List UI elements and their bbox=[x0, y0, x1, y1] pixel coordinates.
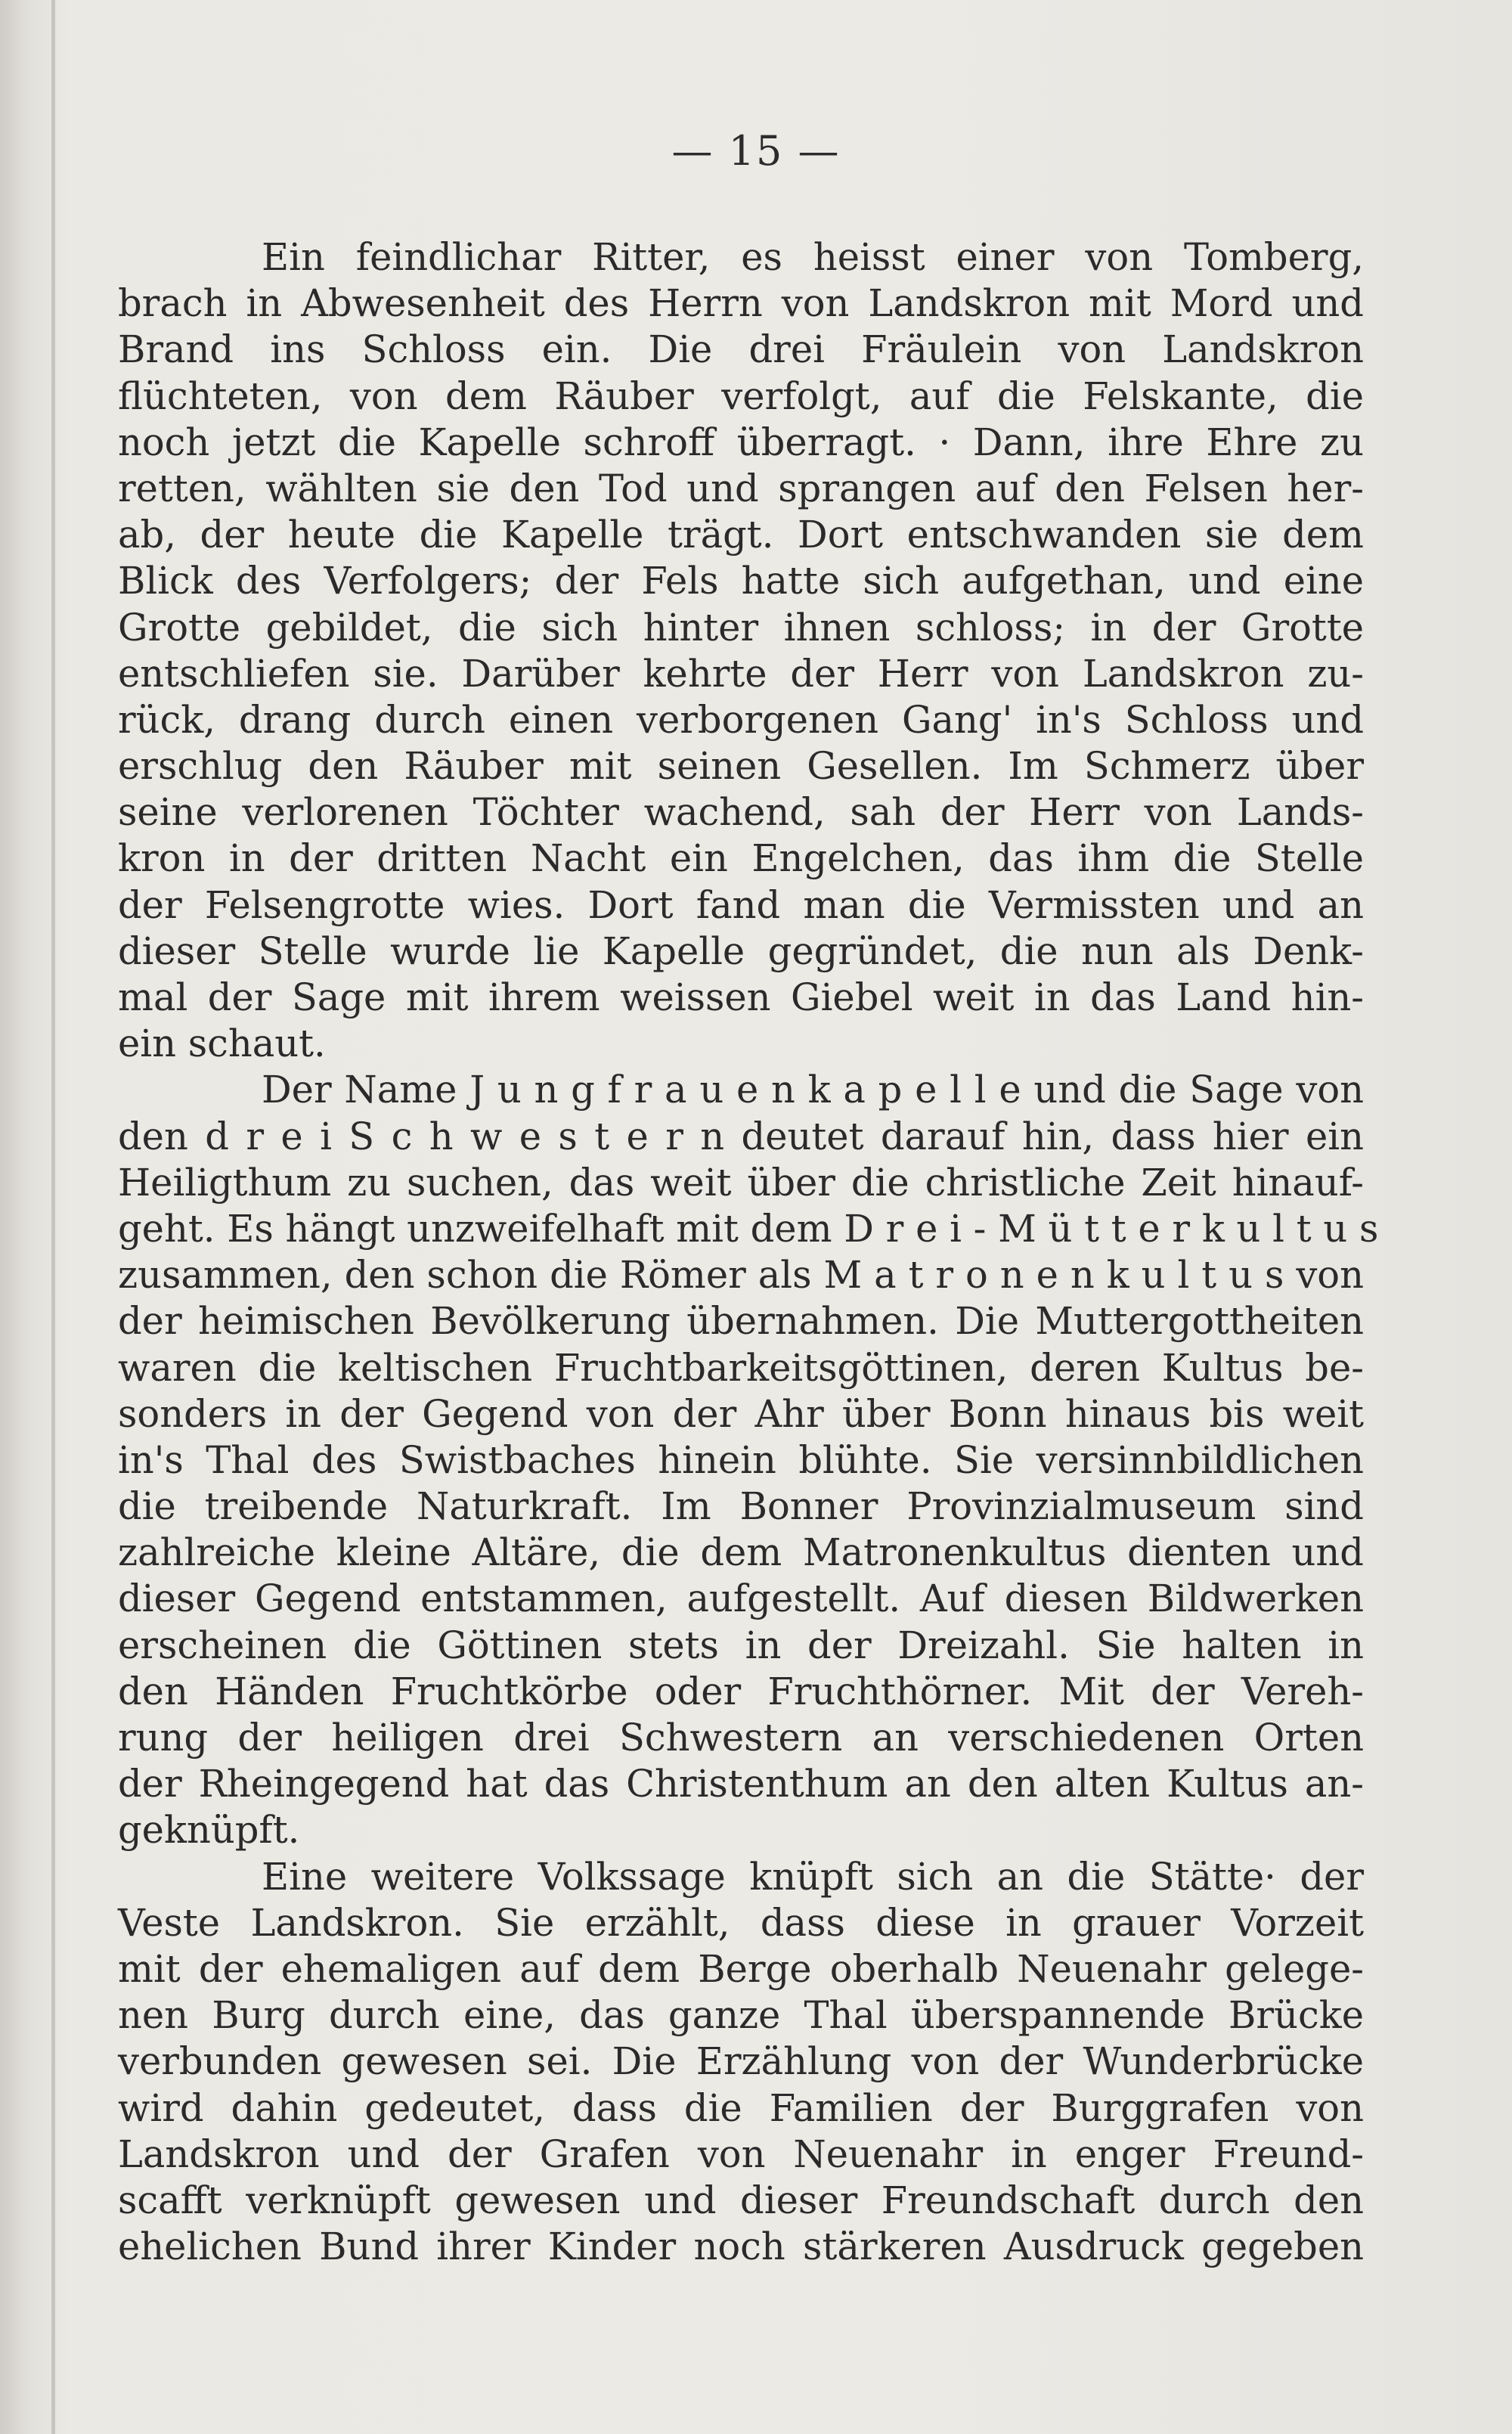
text-line: dieser Stelle wurde lie Kapelle gegründet, die nun als Denk- bbox=[118, 929, 1364, 973]
paragraph-3 bbox=[118, 1854, 1364, 2271]
text-line: erschlug den Räuber mit seinen Gesellen. Im Schmerz über bbox=[118, 744, 1364, 789]
text-line: seine verlorenen Töchter wachend, sah der Herr von Lands- bbox=[118, 790, 1364, 835]
text-line: Ein feindlichar Ritter, es heisst einer von Tomberg, bbox=[262, 235, 1364, 279]
text-line: Landskron und der Grafen von Neuenahr in enger Freund- bbox=[118, 2132, 1364, 2176]
text-line: wird dahin gedeutet, dass die Familien der Burggrafen von bbox=[118, 2085, 1364, 2130]
text-line: sonders in der Gegend von der Ahr über Bonn hinaus bis weit bbox=[118, 1391, 1364, 1436]
text-line: Heiligthum zu suchen, das weit über die christliche Zeit hinauf- bbox=[118, 1160, 1364, 1205]
text-line: die treibende Naturkraft. Im Bonner Provinzialmuseum sind bbox=[118, 1484, 1364, 1529]
text-line: retten, wählten sie den Tod und sprangen auf den Felsen her- bbox=[118, 466, 1364, 510]
text-line: entschliefen sie. Darüber kehrte der Herr von Landskron zu- bbox=[118, 651, 1364, 696]
text-line: der Felsengrotte wies. Dort fand man die Vermissten und an bbox=[118, 882, 1364, 927]
body-text bbox=[118, 234, 1379, 2270]
text-line: rung der heiligen drei Schwestern an verschiedenen Orten bbox=[118, 1716, 1364, 1760]
text-line: mit der ehemaligen auf dem Berge oberhalb Neuenahr gelege- bbox=[118, 1946, 1364, 1991]
text-line: flüchteten, von dem Räuber verfolgt, auf die Felskante, die bbox=[118, 374, 1364, 418]
text-line: noch jetzt die Kapelle schroff überragt. · Dann, ihre Ehre zu bbox=[118, 420, 1364, 464]
text-line: kron in der dritten Nacht ein Engelchen, das ihm die Stelle bbox=[118, 836, 1364, 881]
text-line: geknüpft. bbox=[118, 1808, 300, 1853]
text-line: erscheinen die Göttinen stets in der Dreizahl. Sie halten in bbox=[118, 1623, 1364, 1667]
text-line: den Händen Fruchtkörbe oder Fruchthörner. Mit der Vereh- bbox=[118, 1669, 1364, 1713]
text-line: ab, der heute die Kapelle trägt. Dort entschwanden sie dem bbox=[118, 513, 1364, 557]
text-line: scafft verknüpft gewesen und dieser Freundschaft durch den bbox=[118, 2178, 1364, 2222]
text-line: Brand ins Schloss ein. Die drei Fräulein von Landskron bbox=[118, 327, 1364, 372]
binding-gutter bbox=[51, 0, 55, 2434]
text-line: verbunden gewesen sei. Die Erzählung von der Wunderbrücke bbox=[118, 2039, 1364, 2084]
page-number: — 15 — bbox=[671, 127, 841, 175]
text-line: dieser Gegend entstammen, aufgestellt. Auf diesen Bildwerken bbox=[118, 1577, 1364, 1621]
paragraph-2 bbox=[118, 1067, 1379, 1853]
text-line: Veste Landskron. Sie erzählt, dass diese in grauer Vorzeit bbox=[118, 1900, 1364, 1945]
text-line: Der Name J u n g f r a u e n k a p e l l e und die Sage von bbox=[262, 1068, 1364, 1112]
text-line: geht. Es hängt unzweifelhaft mit dem D r e i - M ü t t e r k u l t u s bbox=[118, 1206, 1379, 1251]
text-line: ein schaut. bbox=[118, 1022, 326, 1066]
text-line: Grotte gebildet, die sich hinter ihnen schloss; in der Grotte bbox=[118, 605, 1364, 650]
text-line: der heimischen Bevölkerung übernahmen. Die Muttergottheiten bbox=[118, 1299, 1364, 1344]
paragraph-1 bbox=[118, 234, 1364, 1067]
text-line: Blick des Verfolgers; der Fels hatte sich aufgethan, und eine bbox=[118, 559, 1364, 603]
text-line: brach in Abwesenheit des Herrn von Landskron mit Mord und bbox=[118, 281, 1364, 326]
text-line: waren die keltischen Fruchtbarkeitsgöttinen, deren Kultus be- bbox=[118, 1345, 1364, 1390]
text-line: ehelichen Bund ihrer Kinder noch stärkeren Ausdruck gegeben bbox=[118, 2225, 1364, 2269]
text-line: rück, drang durch einen verborgenen Gang' in's Schloss und bbox=[118, 697, 1364, 742]
text-line: in's Thal des Swistbaches hinein blühte. Sie versinnbildlichen bbox=[118, 1437, 1364, 1482]
text-line: Eine weitere Volkssage knüpft sich an die Stätte· der bbox=[262, 1854, 1364, 1899]
text-line: mal der Sage mit ihrem weissen Giebel weit in das Land hin- bbox=[118, 975, 1364, 1019]
text-line: nen Burg durch eine, das ganze Thal überspannende Brücke bbox=[118, 1993, 1364, 2038]
text-line: zahlreiche kleine Altäre, die dem Matronenkultus dienten und bbox=[118, 1530, 1364, 1575]
text-line: den d r e i S c h w e s t e r n deutet darauf hin, dass hier ein bbox=[118, 1114, 1364, 1158]
text-line: der Rheingegend hat das Christenthum an den alten Kultus an- bbox=[118, 1762, 1364, 1806]
text-line: zusammen, den schon die Römer als M a t r o n e n k u l t u s von bbox=[118, 1253, 1364, 1298]
